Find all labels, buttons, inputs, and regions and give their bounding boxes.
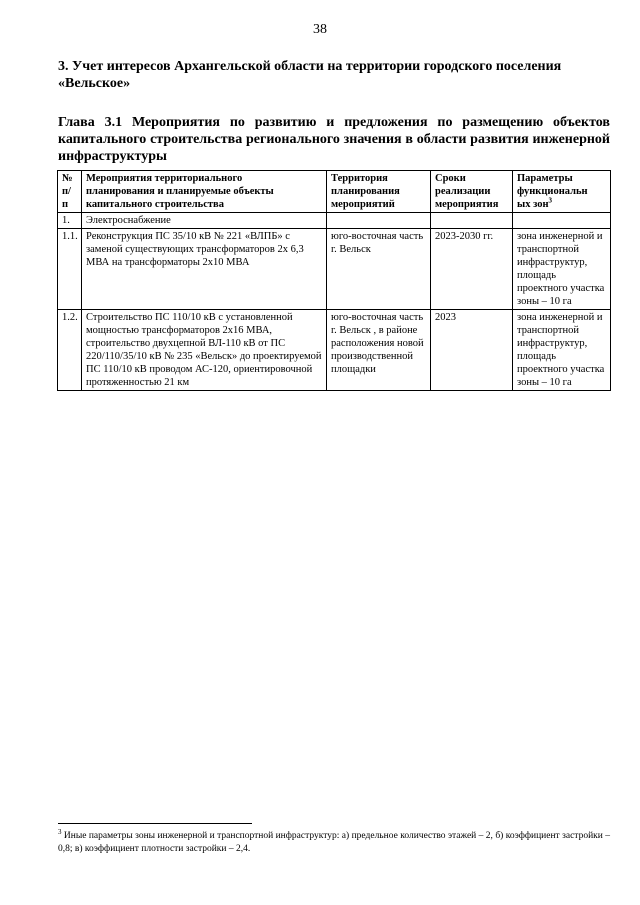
table-header-row (58, 171, 611, 213)
row-params: зона инженерной и транспортной инфраструктур, площадь проектного участка зоны – 10 га (513, 310, 611, 391)
table-group-row (58, 213, 611, 229)
header-measure: Мероприятия территориального планирования и планируемые объекты капитального строительства (82, 171, 327, 213)
row-num: 1.2. (58, 310, 82, 391)
page-number: 38 (313, 22, 327, 37)
row-terms: 2023-2030 гг. (431, 229, 513, 310)
row-territory: юго-восточная часть г. Вельск , в районе расположения новой производственной площадки (327, 310, 431, 391)
row-params: зона инженерной и транспортной инфраструктур, площадь проектного участка зоны – 10 га (513, 229, 611, 310)
footnote-text: Иные параметры зоны инженерной и транспортной инфраструктур: а) предельное количество этажей – 2, б) коэффициент застройки – 0,8; в) коэффициент плотности застройки – 2,4. (58, 831, 611, 854)
group-num: 1. (58, 213, 82, 229)
chapter-heading: Глава 3.1 Мероприятия по развитию и предложения по размещению объектов капитального строительства регионального значения в области развития инженерной инфраструктуры (58, 115, 610, 164)
table-row (58, 229, 611, 310)
measures-table (57, 170, 611, 391)
footnote-marker: 3 (58, 827, 62, 836)
header-params-footnote-marker: 3 (548, 196, 553, 205)
group-empty-cell (327, 213, 431, 229)
header-params (513, 171, 611, 213)
row-territory: юго-восточная часть г. Вельск (327, 229, 431, 310)
row-measure: Строительство ПС 110/10 кВ с установленной мощностью трансформаторов 2х16 МВА, строительство двухцепной ВЛ-110 кВ от ПС 220/110/35/10 кВ № 235 «Вельск» до проектируемой ПС 110/10 кВ проводом АС-120, ориентировочной протяженностью 21 км (82, 310, 327, 391)
header-territory: Территория планирования мероприятий (327, 171, 431, 213)
header-params-label: Параметры функциональн ых зон (517, 173, 588, 210)
footnote (58, 827, 611, 856)
footnote-divider (58, 823, 252, 824)
row-terms: 2023 (431, 310, 513, 391)
row-num: 1.1. (58, 229, 82, 310)
table-row (58, 310, 611, 391)
section-heading: 3. Учет интересов Архангельской области на территории городского поселения «Вельское» (58, 59, 562, 91)
row-measure: Реконструкция ПС 35/10 кВ № 221 «ВЛПБ» с заменой существующих трансформаторов 2х 6,3 МВА на трансформаторы 2х10 МВА (82, 229, 327, 310)
header-num: № п/ п (58, 171, 82, 213)
group-empty-cell (513, 213, 611, 229)
group-title: Электроснабжение (82, 213, 327, 229)
group-empty-cell (431, 213, 513, 229)
header-terms: Сроки реализации мероприятия (431, 171, 513, 213)
